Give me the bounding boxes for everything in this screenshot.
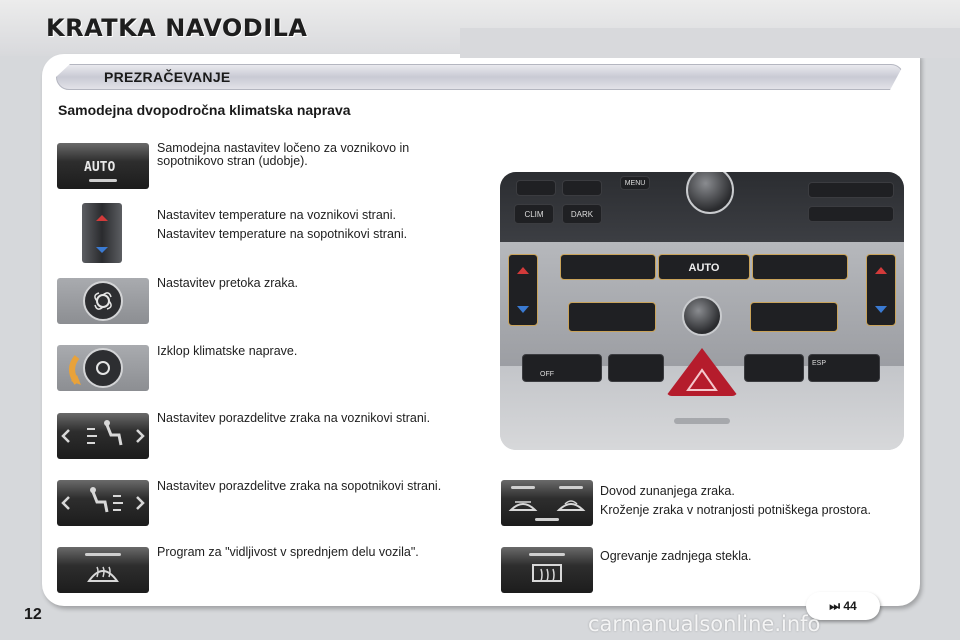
section-title: PREZRAČEVANJE — [104, 69, 231, 85]
dash-auto-label: AUTO — [658, 254, 750, 280]
row-text-airflow: Nastavitev pretoka zraka. — [157, 276, 299, 290]
airflow-knob-image — [57, 278, 149, 324]
menu-button-label: MENU — [620, 176, 650, 190]
passenger-distribution-image — [57, 480, 149, 526]
chapter-title: KRATKA NAVODILA — [46, 14, 308, 42]
dashboard-photo — [500, 172, 904, 450]
auto-button-image — [57, 143, 149, 189]
dark-button-label: DARK — [562, 204, 602, 224]
row-text-temperature: Nastavitev temperature na voznikovi strani. Nastavitev temperature na sopotnikovi strani. — [157, 208, 408, 241]
row-text-windscreen: Program za "vidljivost v sprednjem delu vozila". — [157, 545, 419, 559]
temperature-control-image — [82, 203, 122, 263]
page-cross-reference[interactable]: ⏭ 44 — [806, 592, 880, 620]
fan-knob-icon — [57, 278, 149, 324]
ac-off-knob-image — [57, 345, 149, 391]
row-text-ac-off: Izklop klimatske naprave. — [157, 344, 298, 358]
windscreen-button-image — [57, 547, 149, 593]
ac-off-knob-icon — [57, 345, 149, 391]
page-number: 12 — [24, 606, 42, 623]
hazard-triangle-icon — [686, 368, 718, 392]
passenger-air-distribution-icon — [57, 480, 149, 526]
dash-esp-label: ESP — [812, 360, 827, 367]
row-text-recirculation: Dovod zunanjega zraka. Kroženje zraka v notranjosti potniškega prostora. — [600, 484, 871, 517]
row-text-driver-distribution: Nastavitev porazdelitve zraka na voznikovi strani. — [157, 411, 431, 425]
driver-air-distribution-icon — [57, 413, 149, 459]
recirculation-button-image — [501, 480, 593, 526]
driver-temperature-rocker-icon — [508, 254, 538, 326]
rear-screen-button-image — [501, 547, 593, 593]
clim-button-label: CLIM — [514, 204, 554, 224]
passenger-temperature-rocker-icon — [866, 254, 896, 326]
watermark: carmanualsonline.info — [588, 612, 821, 636]
auto-label: AUTO — [84, 160, 116, 175]
dash-off-label: OFF — [540, 371, 554, 378]
driver-distribution-image — [57, 413, 149, 459]
card-notch — [460, 28, 960, 58]
temperature-arrows-icon — [82, 203, 122, 263]
row-text-passenger-distribution: Nastavitev porazdelitve zraka na sopotnikovi strani. — [157, 479, 442, 493]
row-text-auto: Samodejna nastavitev ločeno za voznikovo in sopotnikovo stran (udobje). — [157, 141, 410, 168]
sub-title: Samodejna dvopodročna klimatska naprava — [58, 102, 351, 118]
row-text-rear-screen: Ogrevanje zadnjega stekla. — [600, 549, 752, 563]
